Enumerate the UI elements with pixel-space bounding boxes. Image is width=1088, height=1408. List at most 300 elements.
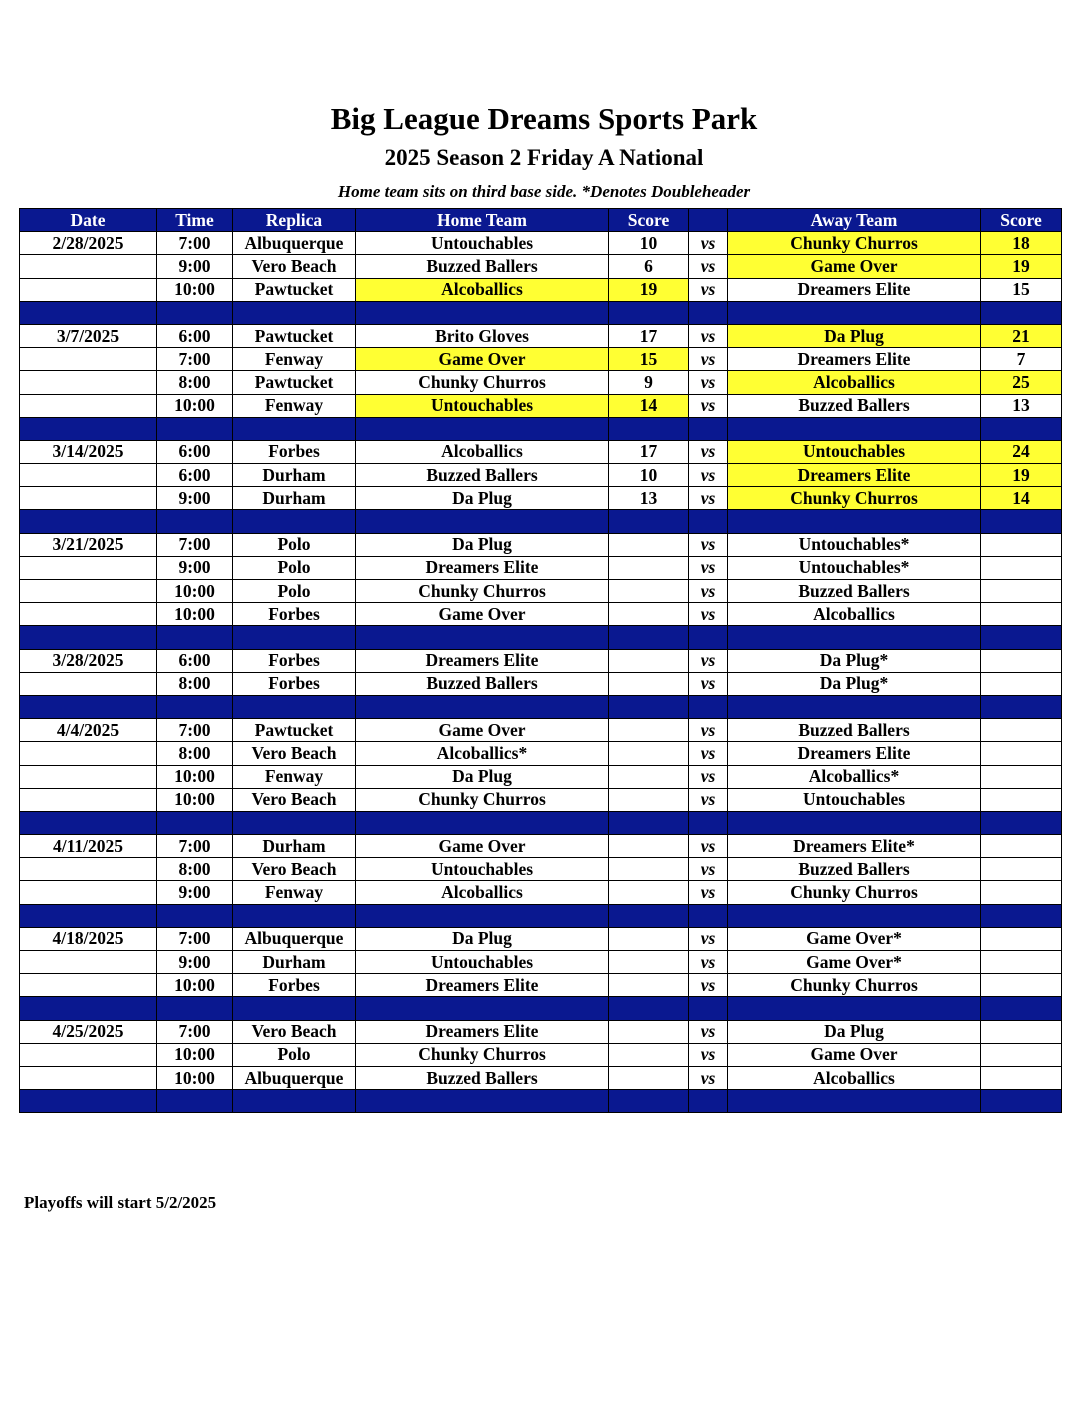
- vs-label: vs: [689, 255, 728, 278]
- game-replica: Albuquerque: [233, 1066, 356, 1089]
- header-row: [20, 209, 1062, 232]
- away-score: 25: [981, 371, 1062, 394]
- game-date: [20, 348, 157, 371]
- away-team: Dreamers Elite: [728, 348, 981, 371]
- home-team: Dreamers Elite: [356, 1020, 609, 1043]
- away-score: [981, 603, 1062, 626]
- away-score: 13: [981, 394, 1062, 417]
- col-header-time: Time: [157, 209, 233, 232]
- vs-label: vs: [689, 580, 728, 603]
- separator-cell: [20, 997, 157, 1020]
- game-row: [20, 835, 1062, 858]
- home-score: [609, 672, 689, 695]
- week-separator-row: [20, 904, 1062, 927]
- away-team: Dreamers Elite: [728, 742, 981, 765]
- separator-cell: [689, 1090, 728, 1113]
- separator-cell: [728, 904, 981, 927]
- away-team: Da Plug*: [728, 672, 981, 695]
- game-date: [20, 951, 157, 974]
- game-row: [20, 1043, 1062, 1066]
- home-team: Game Over: [356, 348, 609, 371]
- game-row: [20, 556, 1062, 579]
- game-date: [20, 1066, 157, 1089]
- home-score: [609, 580, 689, 603]
- game-row: [20, 464, 1062, 487]
- game-date: [20, 603, 157, 626]
- home-score: 17: [609, 324, 689, 347]
- game-time: 7:00: [157, 835, 233, 858]
- game-replica: Fenway: [233, 348, 356, 371]
- separator-cell: [157, 695, 233, 718]
- away-team: Dreamers Elite*: [728, 835, 981, 858]
- game-replica: Forbes: [233, 603, 356, 626]
- separator-cell: [233, 811, 356, 834]
- away-team: Buzzed Ballers: [728, 719, 981, 742]
- col-header-away-team: Away Team: [728, 209, 981, 232]
- game-replica: Polo: [233, 1043, 356, 1066]
- separator-cell: [981, 1090, 1062, 1113]
- game-replica: Durham: [233, 835, 356, 858]
- vs-label: vs: [689, 927, 728, 950]
- home-team: Chunky Churros: [356, 371, 609, 394]
- separator-cell: [233, 695, 356, 718]
- game-time: 6:00: [157, 324, 233, 347]
- game-row: [20, 232, 1062, 255]
- home-team: Dreamers Elite: [356, 649, 609, 672]
- away-score: [981, 1020, 1062, 1043]
- game-time: 10:00: [157, 278, 233, 301]
- separator-cell: [233, 417, 356, 440]
- separator-cell: [689, 904, 728, 927]
- separator-cell: [981, 417, 1062, 440]
- separator-cell: [689, 301, 728, 324]
- home-score: 17: [609, 440, 689, 463]
- col-header-home-score: Score: [609, 209, 689, 232]
- game-time: 9:00: [157, 556, 233, 579]
- vs-label: vs: [689, 649, 728, 672]
- game-replica: Fenway: [233, 394, 356, 417]
- game-replica: Pawtucket: [233, 324, 356, 347]
- game-replica: Pawtucket: [233, 719, 356, 742]
- separator-cell: [728, 1090, 981, 1113]
- home-score: 13: [609, 487, 689, 510]
- col-header-home-team: Home Team: [356, 209, 609, 232]
- game-replica: Vero Beach: [233, 1020, 356, 1043]
- schedule-body: [20, 232, 1062, 1113]
- away-score: 19: [981, 464, 1062, 487]
- week-separator-row: [20, 510, 1062, 533]
- away-score: [981, 672, 1062, 695]
- vs-label: vs: [689, 1020, 728, 1043]
- game-row: [20, 580, 1062, 603]
- away-team: Buzzed Ballers: [728, 394, 981, 417]
- game-date: 3/21/2025: [20, 533, 157, 556]
- separator-cell: [609, 510, 689, 533]
- week-separator-row: [20, 301, 1062, 324]
- vs-label: vs: [689, 603, 728, 626]
- away-team: Chunky Churros: [728, 232, 981, 255]
- game-date: [20, 881, 157, 904]
- separator-cell: [981, 997, 1062, 1020]
- separator-cell: [233, 510, 356, 533]
- game-date: 4/11/2025: [20, 835, 157, 858]
- week-separator-row: [20, 997, 1062, 1020]
- separator-cell: [728, 417, 981, 440]
- game-row: [20, 858, 1062, 881]
- separator-cell: [609, 301, 689, 324]
- game-date: 3/7/2025: [20, 324, 157, 347]
- home-score: [609, 556, 689, 579]
- separator-cell: [728, 811, 981, 834]
- away-team: Game Over*: [728, 951, 981, 974]
- home-score: [609, 742, 689, 765]
- separator-cell: [20, 301, 157, 324]
- separator-cell: [356, 695, 609, 718]
- separator-cell: [356, 904, 609, 927]
- away-score: [981, 1066, 1062, 1089]
- game-replica: Polo: [233, 580, 356, 603]
- game-time: 6:00: [157, 649, 233, 672]
- game-time: 7:00: [157, 533, 233, 556]
- home-score: [609, 1020, 689, 1043]
- home-score: 14: [609, 394, 689, 417]
- schedule-table: [19, 208, 1062, 1113]
- vs-label: vs: [689, 765, 728, 788]
- game-row: [20, 927, 1062, 950]
- game-date: [20, 858, 157, 881]
- game-date: 4/25/2025: [20, 1020, 157, 1043]
- game-time: 6:00: [157, 464, 233, 487]
- game-replica: Durham: [233, 464, 356, 487]
- game-replica: Fenway: [233, 765, 356, 788]
- vs-label: vs: [689, 951, 728, 974]
- away-score: [981, 835, 1062, 858]
- game-time: 7:00: [157, 232, 233, 255]
- away-team: Dreamers Elite: [728, 464, 981, 487]
- home-score: 10: [609, 232, 689, 255]
- game-row: [20, 1020, 1062, 1043]
- separator-cell: [157, 1090, 233, 1113]
- separator-cell: [233, 1090, 356, 1113]
- game-date: [20, 255, 157, 278]
- separator-cell: [356, 626, 609, 649]
- separator-cell: [356, 811, 609, 834]
- separator-cell: [689, 695, 728, 718]
- separator-cell: [356, 417, 609, 440]
- away-team: Game Over: [728, 1043, 981, 1066]
- game-replica: Albuquerque: [233, 927, 356, 950]
- separator-cell: [728, 997, 981, 1020]
- home-score: 19: [609, 278, 689, 301]
- week-separator-row: [20, 811, 1062, 834]
- away-team: Untouchables: [728, 440, 981, 463]
- page-subtitle: 2025 Season 2 Friday A National: [384, 145, 704, 170]
- vs-label: vs: [689, 324, 728, 347]
- col-header-replica: Replica: [233, 209, 356, 232]
- home-score: 6: [609, 255, 689, 278]
- vs-label: vs: [689, 348, 728, 371]
- home-score: 10: [609, 464, 689, 487]
- home-score: [609, 533, 689, 556]
- home-score: [609, 603, 689, 626]
- away-score: [981, 974, 1062, 997]
- game-row: [20, 487, 1062, 510]
- vs-label: vs: [689, 1066, 728, 1089]
- home-score: [609, 974, 689, 997]
- separator-cell: [609, 1090, 689, 1113]
- vs-label: vs: [689, 533, 728, 556]
- game-replica: Polo: [233, 533, 356, 556]
- separator-cell: [157, 301, 233, 324]
- away-team: Game Over: [728, 255, 981, 278]
- home-team: Dreamers Elite: [356, 556, 609, 579]
- game-row: [20, 881, 1062, 904]
- separator-cell: [981, 904, 1062, 927]
- away-team: Buzzed Ballers: [728, 858, 981, 881]
- game-time: 7:00: [157, 719, 233, 742]
- home-team: Buzzed Ballers: [356, 255, 609, 278]
- separator-cell: [356, 510, 609, 533]
- game-date: [20, 765, 157, 788]
- away-team: Alcoballics: [728, 1066, 981, 1089]
- home-score: 15: [609, 348, 689, 371]
- home-team: Dreamers Elite: [356, 974, 609, 997]
- separator-cell: [689, 417, 728, 440]
- game-time: 7:00: [157, 348, 233, 371]
- game-time: 7:00: [157, 1020, 233, 1043]
- separator-cell: [20, 1090, 157, 1113]
- home-score: [609, 927, 689, 950]
- vs-label: vs: [689, 371, 728, 394]
- home-score: [609, 835, 689, 858]
- away-team: Untouchables: [728, 788, 981, 811]
- separator-cell: [689, 811, 728, 834]
- game-replica: Durham: [233, 487, 356, 510]
- week-separator-row: [20, 695, 1062, 718]
- away-team: Da Plug*: [728, 649, 981, 672]
- home-team: Untouchables: [356, 232, 609, 255]
- home-team: Game Over: [356, 835, 609, 858]
- away-score: [981, 649, 1062, 672]
- vs-label: vs: [689, 556, 728, 579]
- separator-cell: [609, 904, 689, 927]
- separator-cell: [20, 417, 157, 440]
- separator-cell: [157, 417, 233, 440]
- away-score: [981, 1043, 1062, 1066]
- separator-cell: [609, 997, 689, 1020]
- separator-cell: [609, 811, 689, 834]
- week-separator-row: [20, 1090, 1062, 1113]
- col-header-away-score: Score: [981, 209, 1062, 232]
- separator-cell: [233, 626, 356, 649]
- separator-cell: [689, 997, 728, 1020]
- game-row: [20, 1066, 1062, 1089]
- game-date: [20, 580, 157, 603]
- away-score: 14: [981, 487, 1062, 510]
- vs-label: vs: [689, 278, 728, 301]
- away-score: [981, 580, 1062, 603]
- vs-label: vs: [689, 742, 728, 765]
- vs-label: vs: [689, 394, 728, 417]
- game-row: [20, 742, 1062, 765]
- game-date: [20, 464, 157, 487]
- away-score: 18: [981, 232, 1062, 255]
- game-time: 10:00: [157, 788, 233, 811]
- game-row: [20, 324, 1062, 347]
- home-team: Da Plug: [356, 533, 609, 556]
- game-date: [20, 672, 157, 695]
- home-team: Da Plug: [356, 487, 609, 510]
- home-score: [609, 1043, 689, 1066]
- game-date: [20, 742, 157, 765]
- home-score: [609, 788, 689, 811]
- home-team: Chunky Churros: [356, 580, 609, 603]
- separator-cell: [356, 301, 609, 324]
- vs-label: vs: [689, 719, 728, 742]
- game-replica: Durham: [233, 951, 356, 974]
- separator-cell: [157, 997, 233, 1020]
- separator-cell: [981, 510, 1062, 533]
- separator-cell: [20, 510, 157, 533]
- separator-cell: [233, 997, 356, 1020]
- game-replica: Forbes: [233, 974, 356, 997]
- separator-cell: [981, 301, 1062, 324]
- vs-label: vs: [689, 835, 728, 858]
- game-date: 3/14/2025: [20, 440, 157, 463]
- game-row: [20, 951, 1062, 974]
- schedule-note: Home team sits on third base side. *Denotes Doubleheader: [337, 182, 751, 201]
- vs-label: vs: [689, 1043, 728, 1066]
- game-time: 10:00: [157, 603, 233, 626]
- game-row: [20, 394, 1062, 417]
- game-row: [20, 974, 1062, 997]
- away-team: Chunky Churros: [728, 881, 981, 904]
- vs-label: vs: [689, 881, 728, 904]
- away-score: [981, 719, 1062, 742]
- game-row: [20, 719, 1062, 742]
- home-team: Untouchables: [356, 394, 609, 417]
- game-time: 10:00: [157, 1066, 233, 1089]
- home-score: [609, 765, 689, 788]
- game-replica: Polo: [233, 556, 356, 579]
- vs-label: vs: [689, 672, 728, 695]
- home-team: Brito Gloves: [356, 324, 609, 347]
- away-team: Da Plug: [728, 324, 981, 347]
- separator-cell: [981, 626, 1062, 649]
- separator-cell: [356, 997, 609, 1020]
- away-score: [981, 556, 1062, 579]
- separator-cell: [609, 695, 689, 718]
- page-title: Big League Dreams Sports Park: [330, 101, 758, 136]
- away-score: 19: [981, 255, 1062, 278]
- separator-cell: [20, 904, 157, 927]
- home-team: Untouchables: [356, 951, 609, 974]
- away-score: [981, 858, 1062, 881]
- game-replica: Vero Beach: [233, 788, 356, 811]
- away-team: Game Over*: [728, 927, 981, 950]
- home-team: Da Plug: [356, 765, 609, 788]
- away-team: Alcoballics: [728, 603, 981, 626]
- game-replica: Forbes: [233, 440, 356, 463]
- footer-note: Playoffs will start 5/2/2025: [24, 1193, 217, 1212]
- game-date: [20, 974, 157, 997]
- game-date: [20, 487, 157, 510]
- separator-cell: [728, 626, 981, 649]
- home-team: Chunky Churros: [356, 1043, 609, 1066]
- away-score: 21: [981, 324, 1062, 347]
- game-time: 7:00: [157, 927, 233, 950]
- separator-cell: [157, 811, 233, 834]
- home-score: [609, 649, 689, 672]
- away-score: [981, 951, 1062, 974]
- separator-cell: [609, 417, 689, 440]
- away-team: Buzzed Ballers: [728, 580, 981, 603]
- game-row: [20, 533, 1062, 556]
- game-row: [20, 649, 1062, 672]
- week-separator-row: [20, 417, 1062, 440]
- away-team: Alcoballics: [728, 371, 981, 394]
- away-team: Untouchables*: [728, 533, 981, 556]
- separator-cell: [233, 301, 356, 324]
- game-time: 9:00: [157, 487, 233, 510]
- game-replica: Vero Beach: [233, 858, 356, 881]
- away-score: [981, 881, 1062, 904]
- vs-label: vs: [689, 440, 728, 463]
- game-replica: Vero Beach: [233, 742, 356, 765]
- game-row: [20, 278, 1062, 301]
- vs-label: vs: [689, 464, 728, 487]
- game-row: [20, 603, 1062, 626]
- home-team: Game Over: [356, 719, 609, 742]
- separator-cell: [20, 695, 157, 718]
- game-replica: Pawtucket: [233, 371, 356, 394]
- game-row: [20, 788, 1062, 811]
- home-score: [609, 951, 689, 974]
- game-time: 8:00: [157, 672, 233, 695]
- game-date: 3/28/2025: [20, 649, 157, 672]
- home-score: [609, 881, 689, 904]
- game-time: 10:00: [157, 580, 233, 603]
- home-team: Alcoballics*: [356, 742, 609, 765]
- game-date: 4/18/2025: [20, 927, 157, 950]
- vs-label: vs: [689, 788, 728, 811]
- vs-label: vs: [689, 487, 728, 510]
- vs-label: vs: [689, 858, 728, 881]
- separator-cell: [20, 626, 157, 649]
- game-date: [20, 371, 157, 394]
- game-time: 10:00: [157, 394, 233, 417]
- game-time: 10:00: [157, 765, 233, 788]
- away-score: [981, 788, 1062, 811]
- game-row: [20, 672, 1062, 695]
- game-date: 2/28/2025: [20, 232, 157, 255]
- game-time: 6:00: [157, 440, 233, 463]
- separator-cell: [157, 510, 233, 533]
- game-row: [20, 440, 1062, 463]
- separator-cell: [728, 510, 981, 533]
- vs-label: vs: [689, 232, 728, 255]
- game-time: 10:00: [157, 974, 233, 997]
- away-team: Dreamers Elite: [728, 278, 981, 301]
- game-replica: Pawtucket: [233, 278, 356, 301]
- home-team: Alcoballics: [356, 881, 609, 904]
- game-row: [20, 255, 1062, 278]
- away-team: Chunky Churros: [728, 487, 981, 510]
- game-replica: Forbes: [233, 672, 356, 695]
- away-score: [981, 765, 1062, 788]
- away-team: Chunky Churros: [728, 974, 981, 997]
- away-team: Untouchables*: [728, 556, 981, 579]
